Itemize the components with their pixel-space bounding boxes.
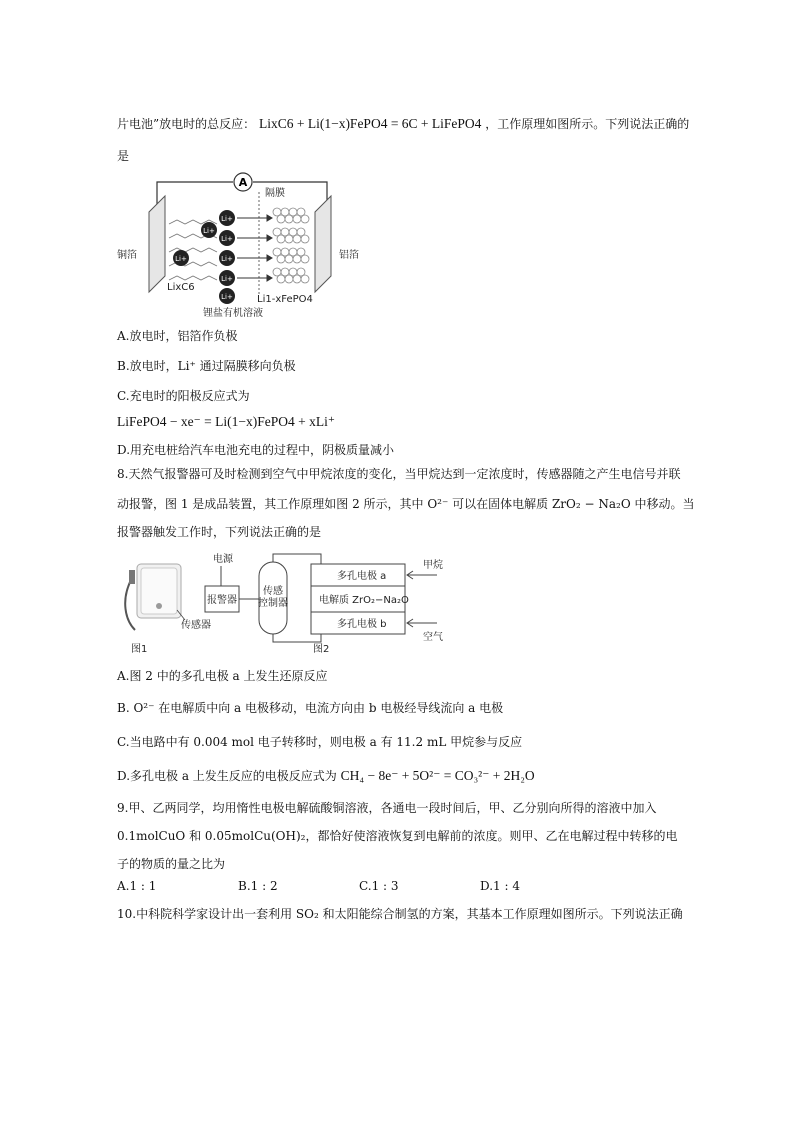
cathode-material-label: Li1-xFePO4 xyxy=(257,294,313,305)
q9-option-b: B.1 : 2 xyxy=(238,879,278,893)
q8-line2: 动报警，图 1 是成品装置，其工作原理如图 2 所示，其中 O²⁻ 可以在固体电解质 ZrO₂ − Na₂O 中移动。当 xyxy=(117,497,695,511)
svg-text:Li+: Li+ xyxy=(221,235,233,243)
copper-foil-label: 铜箔 xyxy=(117,250,137,261)
svg-text:Li+: Li+ xyxy=(221,293,233,301)
alarm-label: 报警器 xyxy=(207,595,237,606)
electrode-a-label: 多孔电极 a xyxy=(337,571,387,582)
q7-intro-tail: ，工作原理如图所示。下列说法正确的 xyxy=(485,117,690,131)
fig2-label: 图2 xyxy=(313,644,330,655)
alarm-device-image xyxy=(125,564,181,630)
anode-material-label: LixC6 xyxy=(167,282,195,293)
q8-option-c: C.当电路中有 0.004 mol 电子转移时，则电极 a 有 11.2 mL 甲烷参与反应 xyxy=(117,735,523,749)
svg-text:Li+: Li+ xyxy=(203,227,215,235)
q9-option-d: D.1 : 4 xyxy=(480,879,520,893)
svg-text:Li+: Li+ xyxy=(175,255,187,263)
q7-intro-line xyxy=(117,116,689,132)
controller-label-1: 传感 xyxy=(263,586,283,597)
q8-option-d-text: D.多孔电极 a 上发生反应的电极反应式为 xyxy=(117,769,337,783)
aluminum-foil-plate xyxy=(315,196,331,292)
svg-text:Li+: Li+ xyxy=(221,215,233,223)
copper-foil-plate xyxy=(149,196,165,292)
q8-option-b: B. O²⁻ 在电解质中向 a 电极移动，电流方向由 b 电极经导线流向 a 电极 xyxy=(117,701,504,715)
q9-line1: 9.甲、乙两同学，均用惰性电极电解硫酸铜溶液，各通电一段时间后，甲、乙分别向所得的溶液中加入 xyxy=(117,801,657,815)
electrode-b-label: 多孔电极 b xyxy=(337,619,387,630)
q8-line1: 8.天然气报警器可及时检测到空气中甲烷浓度的变化，当甲烷达到一定浓度时，传感器随之产生电信号并联 xyxy=(117,467,681,481)
q7-option-c-formula: LiFePO4 − xe⁻ = Li(1−x)FePO4 + xLi⁺ xyxy=(117,414,335,429)
svg-text:Li+: Li+ xyxy=(221,255,233,263)
q9-line2: 0.1molCuO 和 0.05molCu(OH)₂，都恰好使溶液恢复到电解前的浓度。则甲、乙在电解过程中转移的电 xyxy=(117,829,678,843)
fig1-label: 图1 xyxy=(131,644,148,655)
fepo4-lattice xyxy=(273,208,309,283)
q8-option-a: A.图 2 中的多孔电极 a 上发生还原反应 xyxy=(117,669,328,683)
ammeter-icon xyxy=(234,173,252,191)
electrolyte-zro2-label: 电解质 ZrO₂−Na₂O xyxy=(319,595,409,606)
controller-label-2: 控制器 xyxy=(258,598,288,609)
air-label: 空气 xyxy=(423,632,443,643)
q7-option-a: A.放电时，铝箔作负极 xyxy=(117,329,238,343)
q7-option-b: B.放电时，Li⁺ 通过隔膜移向负极 xyxy=(117,359,296,373)
ammeter-label: A xyxy=(238,176,248,189)
q10-line1: 10.中科院科学家设计出一套利用 SO₂ 和太阳能综合制氢的方案，其基本工作原理如图所示。下列说法正确 xyxy=(117,907,683,921)
ion-flow-arrows xyxy=(237,215,272,281)
q8-option-d-formula: CH₄ − 8e⁻ + 5O²⁻ = CO₃²⁻ + 2H₂O xyxy=(340,768,535,783)
q9-line3: 子的物质的量之比为 xyxy=(117,857,226,871)
q9-option-a: A.1 : 1 xyxy=(117,879,157,893)
power-label: 电源 xyxy=(213,554,233,565)
battery-diagram xyxy=(117,172,372,320)
q7-intro: 片电池”放电时的总反应： xyxy=(117,117,256,131)
q7-equation: LixC6 + Li(1−x)FePO4 = 6C + LiFePO4 xyxy=(258,116,482,131)
gas-alarm-diagram xyxy=(117,550,457,660)
sensor-label: 传感器 xyxy=(181,620,211,631)
methane-arrow-icon xyxy=(407,571,437,579)
q8-line3: 报警器触发工作时，下列说法正确的是 xyxy=(117,525,322,539)
separator-label: 隔膜 xyxy=(265,188,285,199)
electrolyte-label: 锂盐有机溶液 xyxy=(203,308,263,319)
q7-option-c: C.充电时的阳极反应式为 xyxy=(117,389,250,403)
methane-label: 甲烷 xyxy=(423,560,443,571)
q9-option-c: C.1 : 3 xyxy=(359,879,399,893)
q7-intro-line2: 是 xyxy=(117,149,130,163)
q7-option-d: D.用充电桩给汽车电池充电的过程中，阴极质量减小 xyxy=(117,443,395,457)
aluminum-foil-label: 铝箔 xyxy=(339,250,359,261)
q8-option-d-line xyxy=(117,768,535,784)
svg-text:Li+: Li+ xyxy=(221,275,233,283)
air-arrow-icon xyxy=(407,619,437,627)
